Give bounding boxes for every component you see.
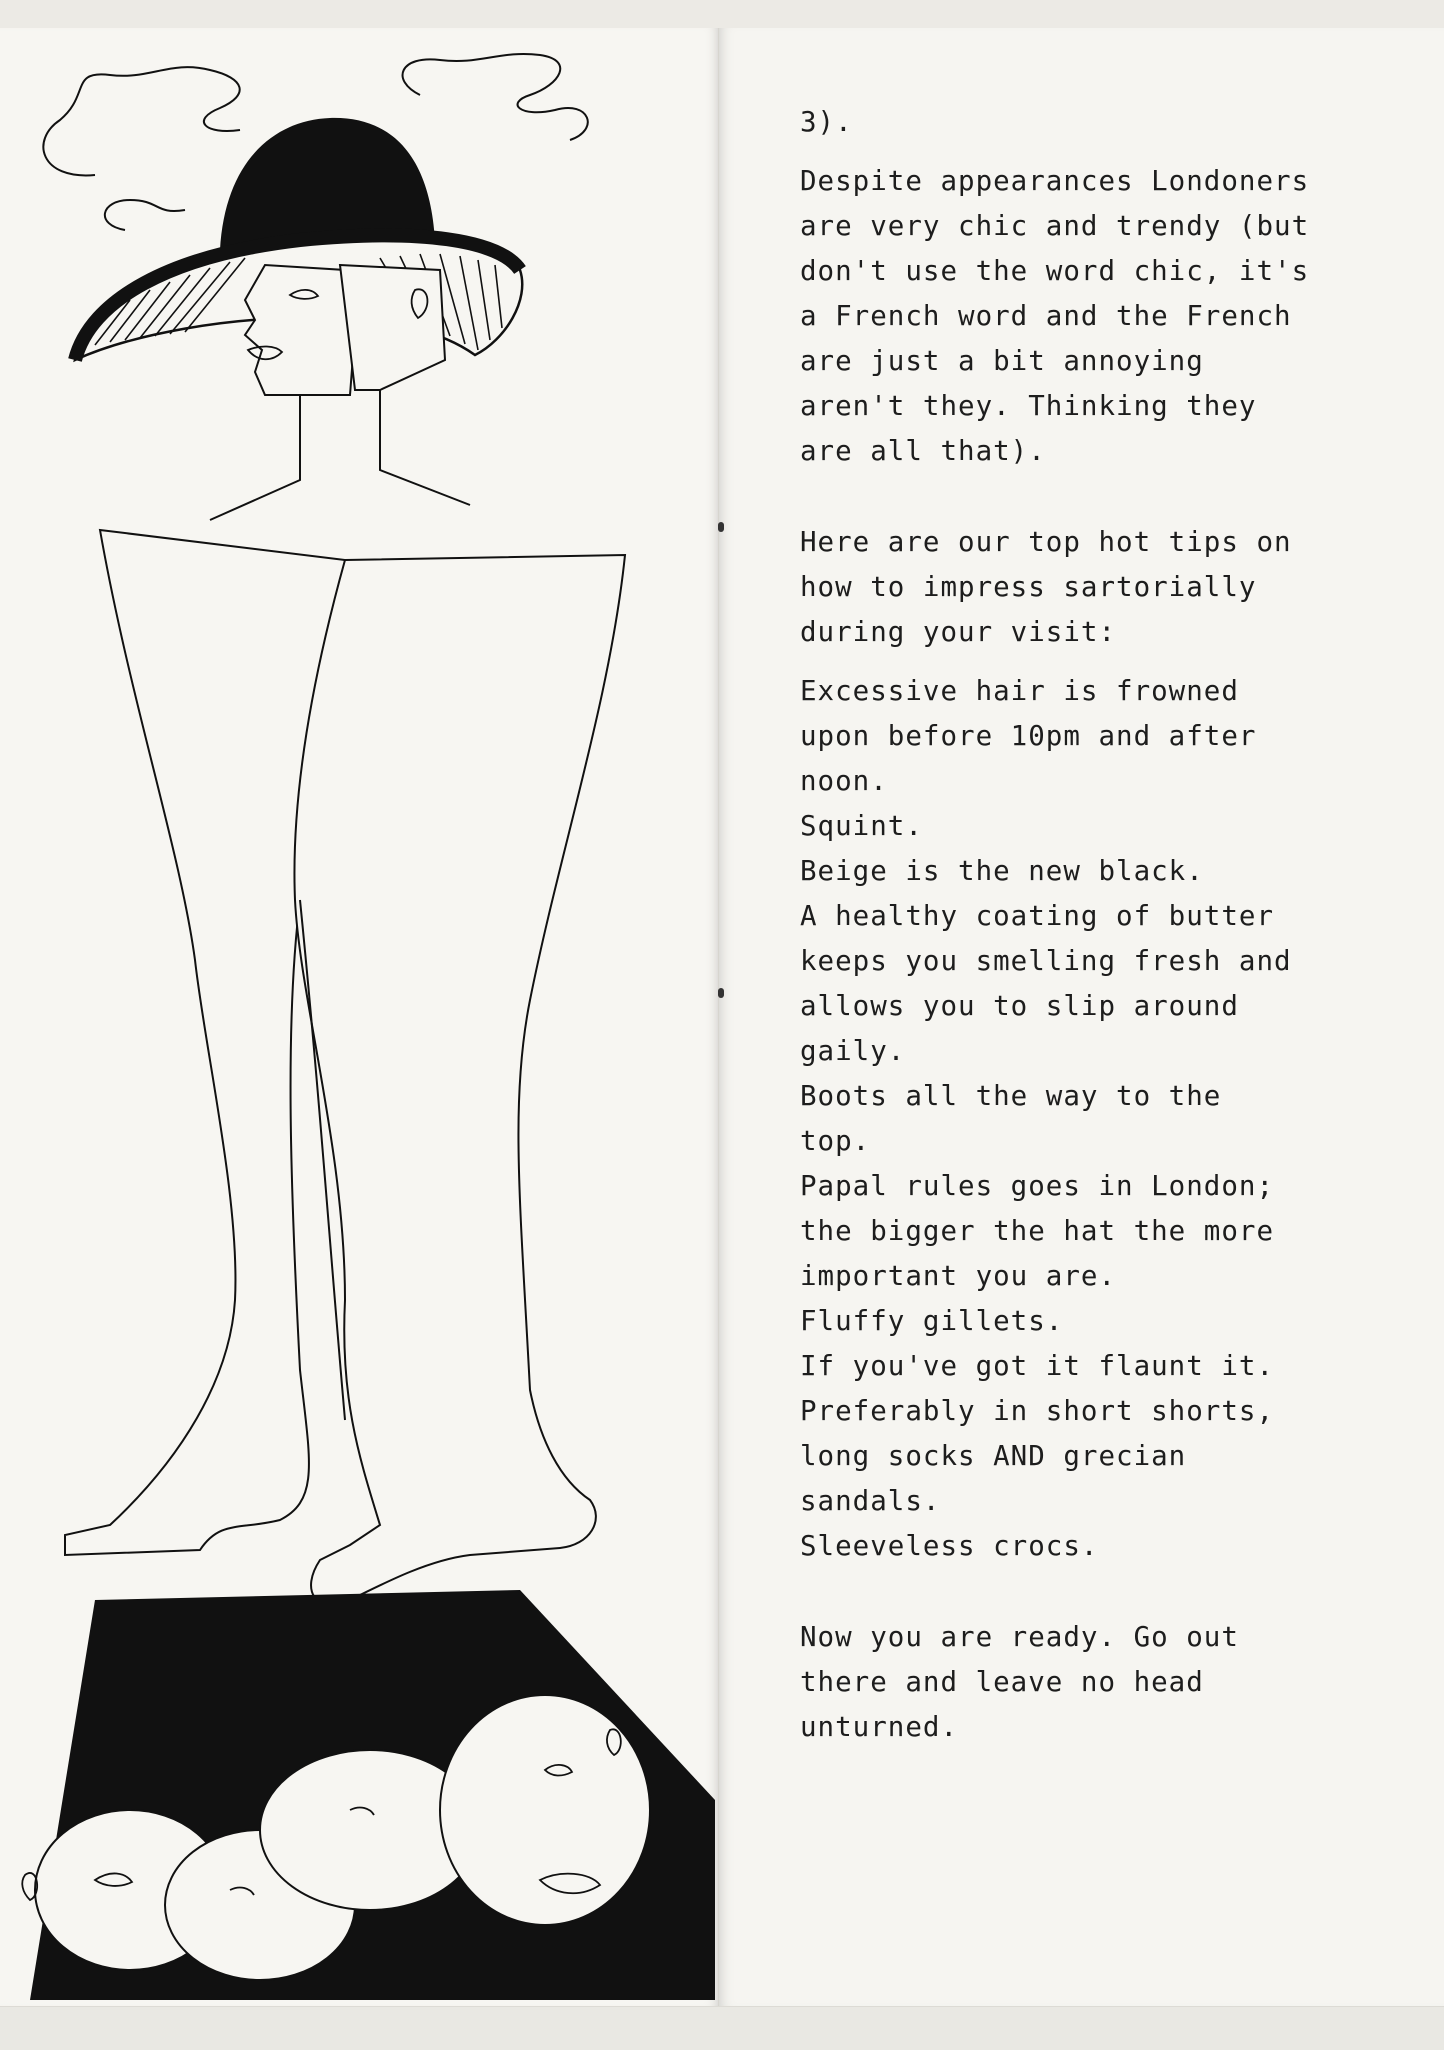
tip-line: gaily. — [800, 1035, 906, 1067]
boot-right — [294, 555, 625, 1604]
intro-line: are very chic and trendy (but — [800, 210, 1310, 242]
closing-line: Now you are ready. Go out — [800, 1621, 1239, 1653]
intro-line: Despite appearances Londoners — [800, 165, 1310, 197]
head-4 — [440, 1695, 650, 1925]
intro-line: don't use the word chic, it's — [800, 255, 1310, 287]
tips-heading-line: during your visit: — [800, 616, 1117, 648]
tip-line: Squint. — [800, 810, 923, 842]
smoke-swirl-left — [43, 67, 240, 175]
neck — [210, 390, 470, 520]
tip-line: sandals. — [800, 1485, 941, 1517]
typescript-text — [800, 100, 1360, 1750]
smoke-swirl-small — [105, 200, 185, 230]
tips-heading — [800, 520, 1360, 655]
closing-line: there and leave no head — [800, 1666, 1204, 1698]
intro-line: are all that). — [800, 435, 1046, 467]
intro-line: are just a bit annoying — [800, 345, 1204, 377]
tip-line: upon before 10pm and after — [800, 720, 1257, 752]
head-back — [340, 265, 445, 390]
bottom-page-edge — [0, 2006, 1444, 2050]
tip-line: Boots all the way to the — [800, 1080, 1222, 1112]
face-profile — [245, 265, 355, 395]
tip-line: A healthy coating of butter — [800, 900, 1275, 932]
tip-line: Beige is the new black. — [800, 855, 1204, 887]
closing-paragraph — [800, 1615, 1360, 1750]
tip-line: long socks AND grecian — [800, 1440, 1187, 1472]
page-number: 3). — [800, 106, 853, 138]
tips-heading-line: Here are our top hot tips on — [800, 526, 1292, 558]
intro-line: a French word and the French — [800, 300, 1292, 332]
boot-left — [65, 530, 345, 1555]
tip-line: keeps you smelling fresh and — [800, 945, 1292, 977]
smoke-swirl-right — [403, 54, 588, 140]
tip-line: Excessive hair is frowned — [800, 675, 1239, 707]
tip-line: important you are. — [800, 1260, 1117, 1292]
tip-line: top. — [800, 1125, 871, 1157]
tip-line: allows you to slip around — [800, 990, 1239, 1022]
tip-line: If you've got it flaunt it. — [800, 1350, 1275, 1382]
staple-mark — [718, 988, 724, 998]
tip-line: Preferably in short shorts, — [800, 1395, 1275, 1427]
tip-line: Papal rules goes in London; — [800, 1170, 1275, 1202]
boots-figure-illustration — [0, 0, 718, 2006]
intro-line: aren't they. Thinking they — [800, 390, 1257, 422]
closing-line: unturned. — [800, 1711, 959, 1743]
staple-mark — [718, 522, 724, 532]
tip-line: noon. — [800, 765, 888, 797]
tips-heading-line: how to impress sartorially — [800, 571, 1257, 603]
tips-list — [800, 669, 1360, 1569]
tip-line: Sleeveless crocs. — [800, 1530, 1099, 1562]
tip-line: the bigger the hat the more — [800, 1215, 1275, 1247]
intro-paragraph — [800, 159, 1360, 474]
tip-line: Fluffy gillets. — [800, 1305, 1064, 1337]
